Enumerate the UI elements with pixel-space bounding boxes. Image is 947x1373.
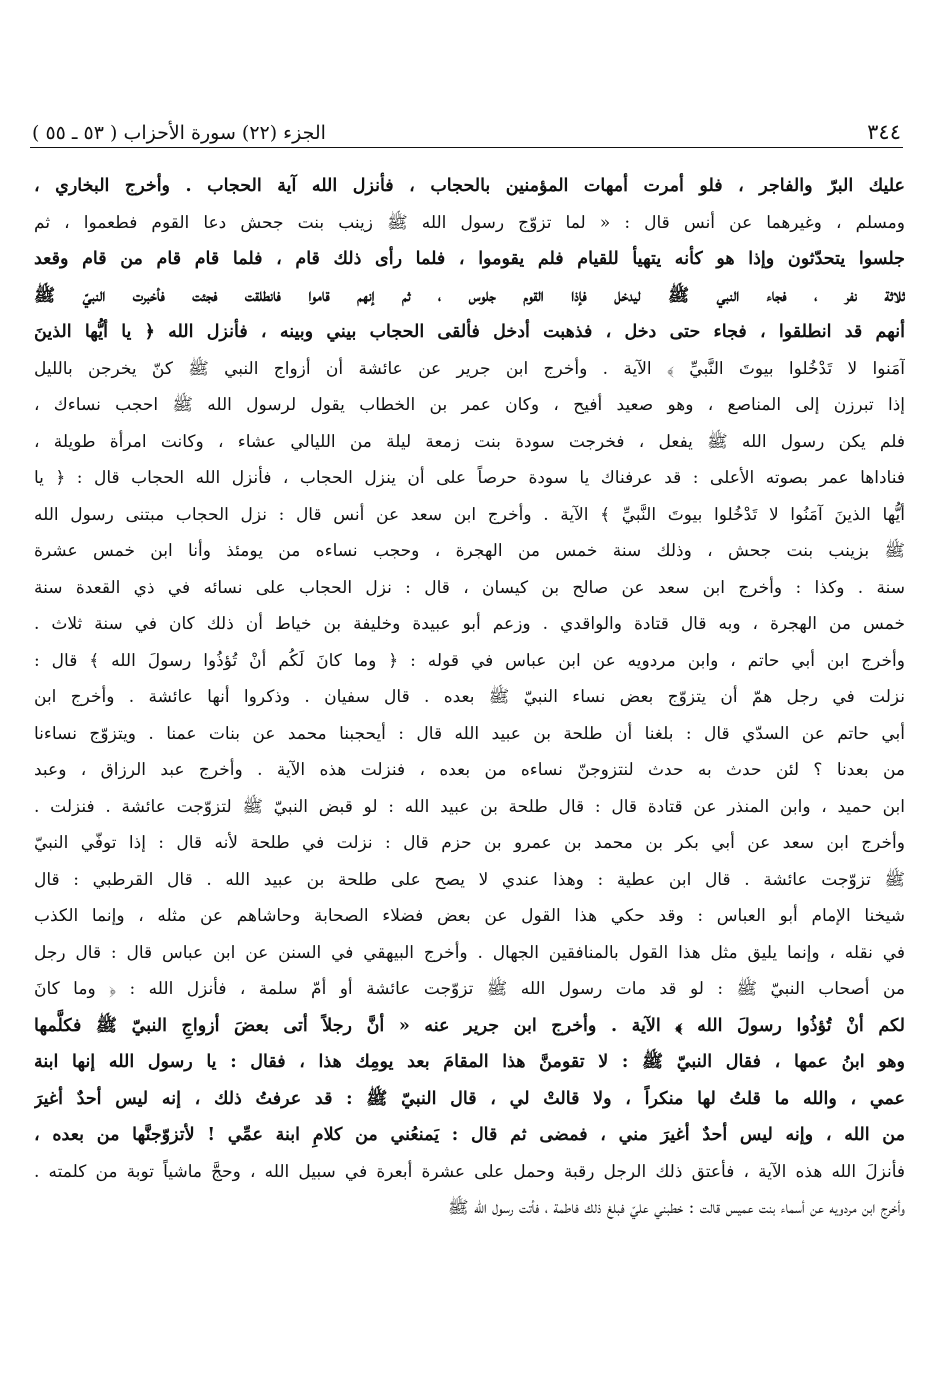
- text-line: وأخرج ابن مردويه عن أسماء بنت عميس قالت : خطبني عليّ فبلغ ذلك فاطمة ، فأتت رسول الله ﷺ: [448, 1198, 905, 1218]
- text-line: من الله ، وإنه ليس أحدٌ أغيرَ مني ، فمضى ثم قال : يَمنعُني من كلامِ ابنة عمِّي ! لأتزوّجنَّها من بعده ،: [34, 1125, 905, 1145]
- text-line: آمَنوا لا تَدْخُلوا بيوتَ النَّبيِّ ﴾ الآية . وأخرج ابن جرير عن عائشة أن أزواج النبي ﷺ كنّ يخرجن بالليل: [34, 358, 905, 379]
- text-line: ﷺ بزينب بنت جحش ، وذلك سنة خمس من الهجرة ، وحجب نساءه من يومئذ وأنا ابن خمس عشرة: [34, 541, 905, 561]
- text-line: ثلاثة نفر ، فجاء النبي ﷺ ليدخل فإذا القوم جلوس ، ثم إنهم قاموا فانطلقت فجئت فأخبرت النبيّ ﷺ: [34, 285, 905, 306]
- text-line: وأخرج ابن أبي حاتم ، وابن مردويه عن ابن عباس في قوله : ﴿ وما كانَ لَكُم أنْ تُؤذُوا رسولَ الله ﴾ قال :: [34, 650, 905, 671]
- text-line: سنة . وكذا : وأخرج ابن سعد عن صالح بن كيسان ، قال : نزل الحجاب على نسائه في ذي القعدة سنة: [34, 577, 905, 598]
- text-line: خمس من الهجرة ، وبه قال قتادة والواقدي . وزعم أبو عبيدة وخليفة بن خياط أن ذلك كان في سنة ثلاث .: [34, 614, 905, 634]
- running-title: الجزء (٢٢) سورة الأحزاب ( ٥٣ ـ ٥٥ ): [32, 122, 326, 144]
- text-line: أيُّها الذينَ آمَنُوا لا تَدْخُلوا بيوتَ النَّبيِّ ﴾ الآية . وأخرج ابن سعد عن أنس قال : نزل الحجاب مبتنى رسول الله: [34, 504, 905, 525]
- page-header: [32, 112, 901, 144]
- page-number: ٣٤٤: [867, 120, 901, 144]
- text-line: أبي حاتم عن السدّي قال : بلغنا أن طلحة بن عبيد الله قال : أيحجبنا محمد عن بنات عمنا . ويتزوّج نساءنا: [34, 723, 905, 744]
- text-line: شيخنا الإمام أبو العباس : وقد حكي هذا القول عن بعض فضلاء الصحابة وحاشاهم عن مثله ، وإنما الكذب: [34, 906, 905, 926]
- text-line: ومسلم ، وغيرهما عن أنس قال : « لما تزوّج رسول الله ﷺ زينب بنت جحش دعا القوم فطعموا ، ثم: [34, 212, 905, 233]
- header-rule: [30, 147, 903, 148]
- text-line: إذا تبرزن إلى المناصع ، وهو صعيد أفيح ، وكان عمر بن الخطاب يقول لرسول الله ﷺ احجب نساءك ،: [34, 395, 905, 415]
- text-line: ابن حميد ، وابن المنذر عن قتادة قال : قال طلحة بن عبيد الله : لو قبض النبيّ ﷺ لتزوّجت عائشة . فنزلت .: [34, 796, 905, 817]
- body-text: [34, 168, 905, 1227]
- text-line: فأنزلَ الله هذه الآية ، فأعتق ذلك الرجل رقبة وحمل على عشرة أبعرة في سبيل الله ، وحجَّ ماشياً توبة من كلمته .: [34, 1161, 905, 1182]
- text-line: فلم يكن رسول الله ﷺ يفعل ، فخرجت سودة بنت زمعة ليلة من الليالي عشاء ، وكانت امرأة طويلة ،: [34, 431, 905, 452]
- text-line: أنهم قد انطلقوا ، فجاء حتى دخل ، فذهبت أدخل فألقى الحجاب بيني وبينه ، فأنزل الله ﴿ يا أيُّها الذينَ: [34, 322, 905, 342]
- text-line: عمي ، والله ما قلتُ لها منكراً ، ولا قالتْ لي ، قال النبيّ ﷺ : قد عرفتُ ذلك ، إنه ليس أحدٌ أغيرَ: [34, 1088, 905, 1109]
- text-line: نزلت في رجل همّ أن يتزوّج بعض نساء النبيّ ﷺ بعده . قال سفيان . وذكروا أنها عائشة . وأخرج ابن: [34, 687, 905, 707]
- text-line: في نقله ، وإنما يليق مثل هذا القول بالمنافقين الجهال . وأخرج البيهقي في السنن عن ابن عباس قال : قال رجل: [34, 942, 905, 963]
- text-line: من بعدنا ؟ لئن حدث به حدث لنتزوجنّ نساءه من بعده ، فنزلت هذه الآية . وأخرج عبد الرزاق ، وعبد: [34, 760, 905, 780]
- text-line: ﷺ تزوّجت عائشة . قال ابن عطية : وهذا عندي لا يصح على طلحة بن عبيد الله . قال القرطبي : قال: [34, 869, 905, 890]
- text-line: فناداها عمر بصوته الأعلى : قد عرفناك يا سودة حرصاً على أن ينزل الحجاب ، فأنزل الله الحجاب قال : ﴿ يا: [34, 468, 905, 488]
- text-line: عليك البرّ والفاجر ، فلو أمرت أمهات المؤمنين بالحجاب ، فأنزل الله آية الحجاب . وأخرج البخاري ،: [34, 176, 905, 196]
- text-line: جلسوا يتحدّثون وإذا هو كأنه يتهيأ للقيام فلم يقوموا ، فلما رأى ذلك قام ، فلما قام قام من قام وقعد: [34, 249, 905, 269]
- text-line: لكم أنْ تُؤذُوا رسولَ الله ﴾ الآية . وأخرج ابن جرير عنه « أنَّ رجلاً أتى بعضَ أزواجِ النبيّ ﷺ فكلَّمها: [34, 1015, 905, 1036]
- text-line: وأخرج ابن سعد عن أبي بكر بن محمد بن عمرو بن حزم قال : نزلت في طلحة لأنه قال : إذا توفّي النبيّ: [34, 833, 905, 853]
- text-line: من أصحاب النبيّ ﷺ : لو قد مات رسول الله ﷺ تزوّجت عائشة أو أمّ سلمة ، فأنزل الله : ﴿ وما كانَ: [34, 979, 905, 999]
- text-line: وهو ابنُ عمها ، فقال النبيّ ﷺ : لا تقومنَّ هذا المقامَ بعد يومِك هذا ، فقال : يا رسول الله إنها ابنة: [34, 1052, 905, 1072]
